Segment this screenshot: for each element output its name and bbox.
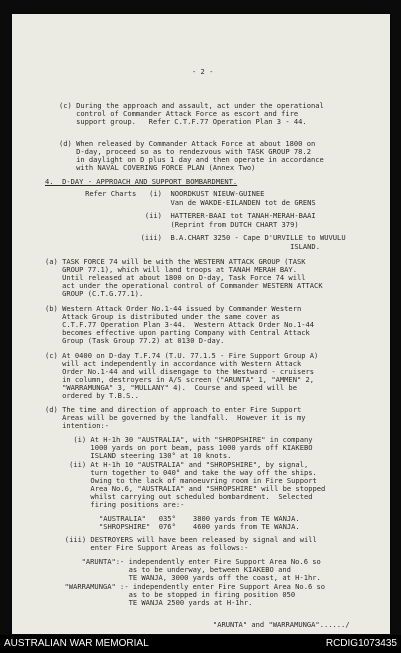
text-line: whilst carrying out scheduled bombardment. Selected bbox=[52, 492, 313, 501]
text-line: with NAVAL COVERING FORCE PLAN (Annex Two) bbox=[59, 163, 256, 172]
text-line: Area No.6, "AUSTRALIA" and "SHROPSHIRE" will be stopped bbox=[52, 484, 326, 493]
text-line: GROUP 77.1), which will land troops at TANAH MERAH BAY. bbox=[45, 265, 297, 274]
text-line: ISLAND. bbox=[68, 242, 320, 251]
text-line: "WARRAMUNGA" :- independently enter Fire Support Area No.6 so bbox=[56, 582, 326, 591]
text-line: (ii) At H-1h 10 "AUSTRALIA" and "SHROPSHIRE", by signal, bbox=[52, 460, 309, 469]
text-line: turn together to 040° and take the way off the ships. bbox=[52, 468, 317, 477]
text-line: Order No.1-44 and will disengage to the Westward - cruisers bbox=[45, 367, 315, 376]
text-line: act under the operational control of Commander WESTERN ATTACK bbox=[45, 281, 323, 290]
text-line: Areas will be governed by the landfall. However it is my bbox=[45, 413, 306, 422]
text-line: in daylight on D plus 1 day and then operate in accordance bbox=[59, 155, 324, 164]
text-line: (b) Western Attack Order No.1-44 issued by Commander Western bbox=[45, 304, 302, 313]
archive-footer bbox=[0, 635, 401, 653]
text-line: Refer Charts (i) NOORDKUST NIEUW-GUINEE bbox=[68, 189, 265, 198]
text-line: "WARRAMUNGA" 3, "MULLANY" 4). Course and speed will be bbox=[45, 383, 297, 392]
text-line: C.T.F.77 Operation Plan 3-44. Western Attack Order No.1-44 bbox=[45, 320, 315, 329]
text-line: (c) At 0400 on D-day T.F.74 (T.U. 77.1.5 - Fire Support Group A) bbox=[45, 351, 319, 360]
text-line: GROUP (C.T.G.77.1). bbox=[45, 289, 144, 298]
text-line: (ii) HATTERER-BAAI tot TANAH-MERAH-BAAI bbox=[68, 211, 316, 220]
text-line: "AUSTRALIA" 035° 3800 yards from TE WANJA. bbox=[52, 514, 300, 523]
page-number: - 2 - bbox=[192, 67, 214, 76]
text-line: 1000 yards on port beam, pass 1000 yards off KIAKEBO bbox=[52, 443, 313, 452]
text-line: "ARUNTA" and "WARRAMUNGA"....../ bbox=[72, 620, 350, 629]
text-line: (a) TASK FORCE 74 will be with the WESTERN ATTACK GROUP (TASK bbox=[45, 257, 306, 266]
text-line: (Reprint from DUTCH CHART 379) bbox=[68, 220, 299, 229]
document-page bbox=[12, 14, 390, 634]
text-line: Until released at about 1800 on D-day, Task Force 74 will bbox=[45, 273, 306, 282]
text-line: in column, destroyers in A/S screen ("ARUNTA" 1, "AMMEN" 2, bbox=[45, 375, 315, 384]
text-line: (i) At H-1h 30 "AUSTRALIA", with "SHROPSHIRE" in company bbox=[52, 435, 313, 444]
text-line: will act independently in accordance with Western Attack bbox=[45, 359, 302, 368]
text-line: TE WANJA, 3000 yards off the coast, at H-1hr. bbox=[56, 573, 321, 582]
text-line: D-day, proceed so as to rendezvous with TASK GROUP 78.2 bbox=[59, 147, 311, 156]
text-line: "ARUNTA":- independently enter Fire Support Area No.6 so bbox=[56, 557, 321, 566]
text-line: intention:- bbox=[45, 421, 110, 430]
text-line: control of Commander Attack Force as escort and fire bbox=[59, 109, 299, 118]
text-line: Van de WAKDE-EILANDEN tot de GRENS bbox=[68, 198, 316, 207]
text-line: TE WANJA 2500 yards at H-1hr. bbox=[56, 598, 253, 607]
text-line: Attack Group is distributed under the same cover as bbox=[45, 312, 280, 321]
text-line: 4. D-DAY - APPROACH AND SUPPORT BOMBARDMENT. bbox=[45, 177, 238, 186]
text-line: (d) When released by Commander Attack Force at about 1800 on bbox=[59, 139, 316, 148]
text-line: firing positions are:- bbox=[52, 500, 185, 509]
text-line: Group (Task Group 77.2) at 0130 D-day. bbox=[45, 336, 225, 345]
text-line: (c) During the approach and assault, act under the operational bbox=[59, 101, 324, 110]
footer-source: AUSTRALIAN WAR MEMORIAL bbox=[4, 638, 149, 649]
text-line: as to be underway, between KIAKEBO and bbox=[56, 565, 291, 574]
text-line: as to be stopped in firing position 050 bbox=[56, 590, 296, 599]
text-line: "SHROPSHIRE" 076° 4600 yards from TE WANJA. bbox=[52, 522, 300, 531]
text-line: ordered by T.B.S.. bbox=[45, 391, 139, 400]
text-line: enter Fire Support Areas as follows:- bbox=[52, 543, 249, 552]
text-line: (iii) DESTROYERS will have been released by signal and will bbox=[52, 535, 317, 544]
text-line: ISLAND steering 130° at 10 knots. bbox=[52, 451, 232, 460]
footer-reference: RCDIG1073435 bbox=[325, 638, 397, 649]
text-line: support group. Refer C.T.F.77 Operation Plan 3 - 44. bbox=[59, 117, 307, 126]
text-line: (iii) B.A.CHART 3250 - Cape D'URVILLE to WUVULU bbox=[68, 233, 346, 242]
text-line: becomes effective upon parting Company with Central Attack bbox=[45, 328, 310, 337]
text-line: (d) The time and direction of approach to enter Fire Support bbox=[45, 405, 302, 414]
text-line: Owing to the lack of manoeuvring room in Fire Support bbox=[52, 476, 317, 485]
